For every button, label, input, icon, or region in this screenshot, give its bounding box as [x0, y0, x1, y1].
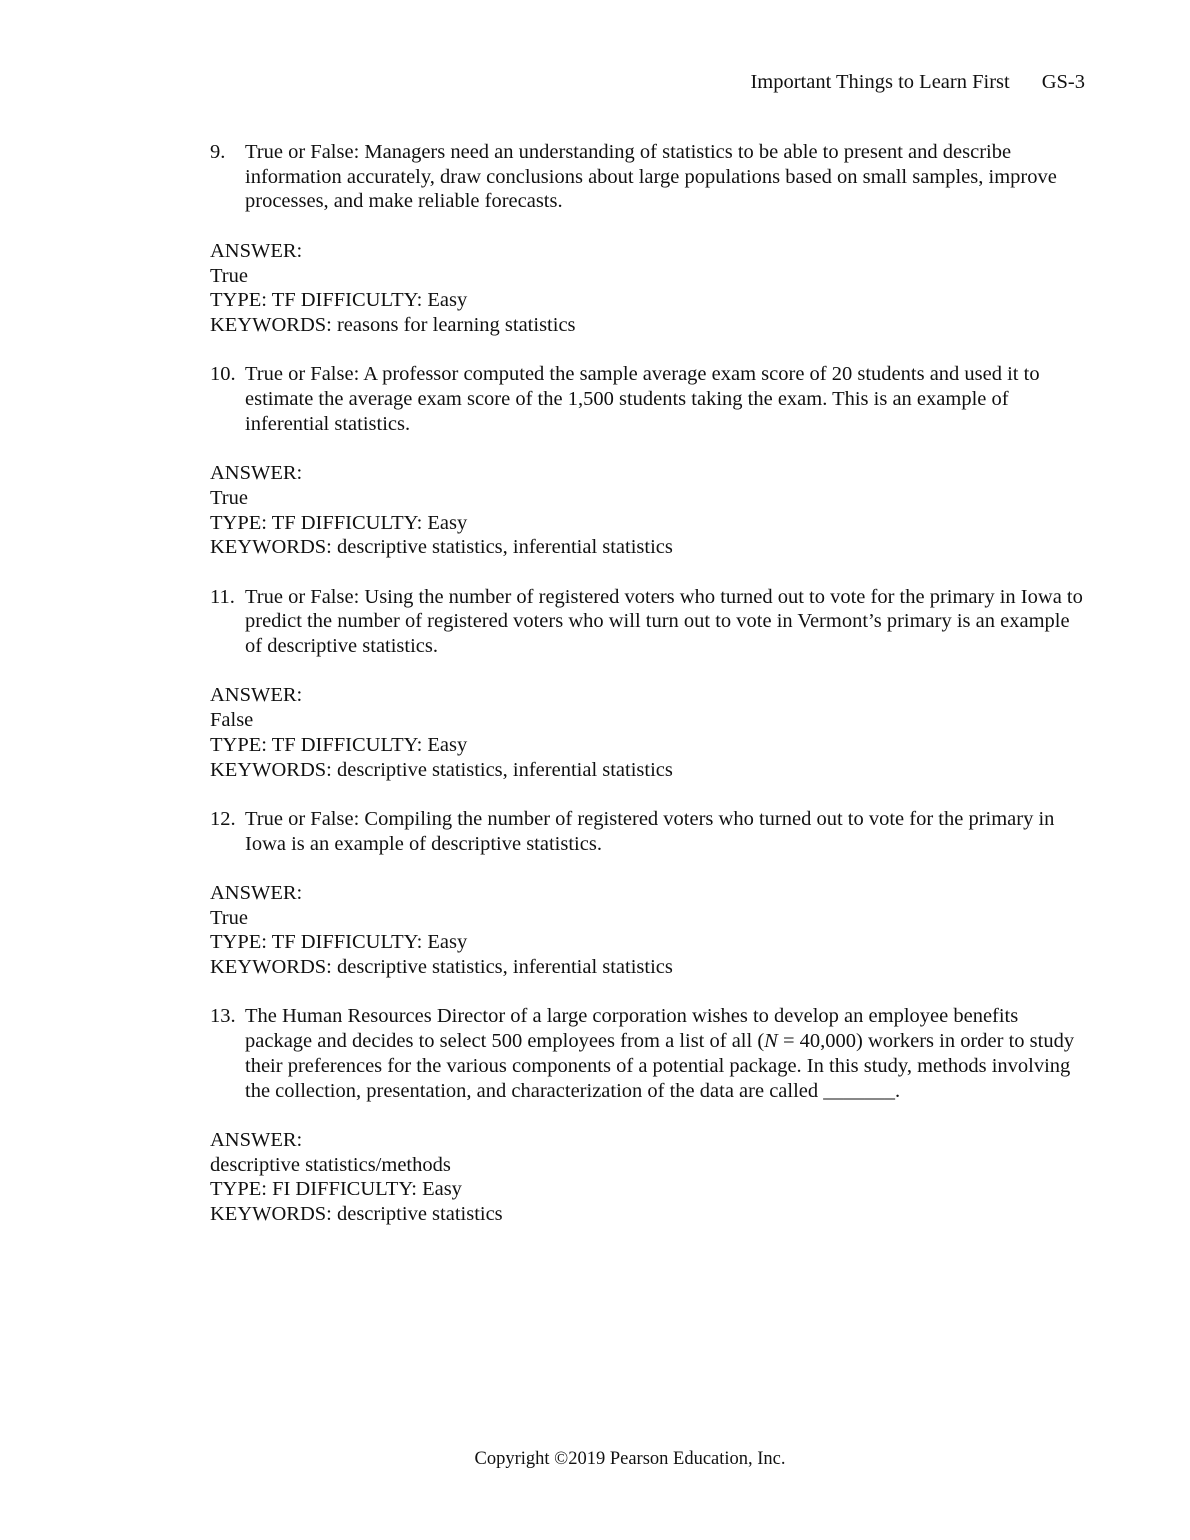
question-9: [210, 140, 1085, 214]
answer-value: True: [210, 906, 248, 929]
answer-value: False: [210, 709, 254, 732]
question-10: [210, 362, 1085, 436]
answer-label: ANSWER:: [210, 462, 303, 485]
keywords: KEYWORDS: descriptive statistics, inferential statistics: [210, 536, 673, 559]
question-number: 10.: [210, 363, 236, 386]
header-title: Important Things to Learn First: [750, 71, 1010, 93]
type-difficulty: TYPE: TF DIFFICULTY: Easy: [210, 931, 468, 954]
keywords: KEYWORDS: descriptive statistics, inferential statistics: [210, 758, 673, 781]
answer-label: ANSWER:: [210, 684, 303, 707]
answer-label: ANSWER:: [210, 239, 303, 262]
question-text-part1: The Human Resources Director of a large corporation wishes to develop an employee benefits package and decides to select 500 employees from a list of all (: [245, 1005, 1019, 1053]
answer-block-11: [210, 683, 1085, 782]
question-number: 13.: [210, 1005, 236, 1028]
answer-block-13: [210, 1128, 1085, 1227]
question-12: [210, 807, 1085, 856]
question-number: 9.: [210, 141, 226, 163]
question-text: True or False: Managers need an understanding of statistics to be able to present and describe information accurately, draw conclusions about large populations based on small samples, improve processes, and make reliable forecasts.: [245, 141, 1057, 213]
question-11: [210, 585, 1085, 659]
keywords: KEYWORDS: reasons for learning statistics: [210, 313, 576, 336]
question-number: 12.: [210, 807, 236, 830]
running-header: [750, 69, 1085, 95]
keywords: KEYWORDS: descriptive statistics: [210, 1203, 503, 1226]
page-number: GS-3: [1041, 71, 1085, 93]
question-text: True or False: A professor computed the sample average exam score of 20 students and used it to estimate the average exam score of the 1,500 students taking the exam. This is an example of inferential statistics.: [245, 363, 1040, 435]
answer-label: ANSWER:: [210, 881, 303, 904]
question-text: True or False: Compiling the number of registered voters who turned out to vote for the primary in Iowa is an example of descriptive statistics.: [245, 807, 1055, 855]
type-difficulty: TYPE: TF DIFFICULTY: Easy: [210, 733, 468, 756]
question-text: [245, 1005, 1074, 1101]
type-difficulty: TYPE: TF DIFFICULTY: Easy: [210, 289, 468, 312]
answer-block-12: [210, 881, 1085, 980]
answer-block-9: [210, 239, 1085, 338]
keywords: KEYWORDS: descriptive statistics, inferential statistics: [210, 956, 673, 979]
question-text: True or False: Using the number of registered voters who turned out to vote for the primary in Iowa to predict the number of registered voters who will turn out to vote in Vermont’s primary is an example of descriptive statistics.: [245, 585, 1083, 657]
answer-label: ANSWER:: [210, 1128, 303, 1151]
question-13: [210, 1004, 1085, 1103]
copyright-footer: Copyright ©2019 Pearson Education, Inc.: [474, 1449, 786, 1469]
population-size-variable: N: [764, 1030, 778, 1053]
question-list: [210, 140, 1085, 1251]
question-number: 11.: [210, 585, 235, 608]
answer-value: descriptive statistics/methods: [210, 1153, 451, 1176]
answer-value: True: [210, 486, 248, 509]
answer-value: True: [210, 264, 248, 287]
type-difficulty: TYPE: TF DIFFICULTY: Easy: [210, 511, 468, 534]
question-text-part2: = 40,000) workers in order to study their preferences for the various components of a potential package. In this study, methods involving the collection, presentation, and characterization of the data are called _______.: [245, 1030, 1075, 1102]
answer-block-10: [210, 461, 1085, 560]
type-difficulty: TYPE: FI DIFFICULTY: Easy: [210, 1178, 462, 1201]
